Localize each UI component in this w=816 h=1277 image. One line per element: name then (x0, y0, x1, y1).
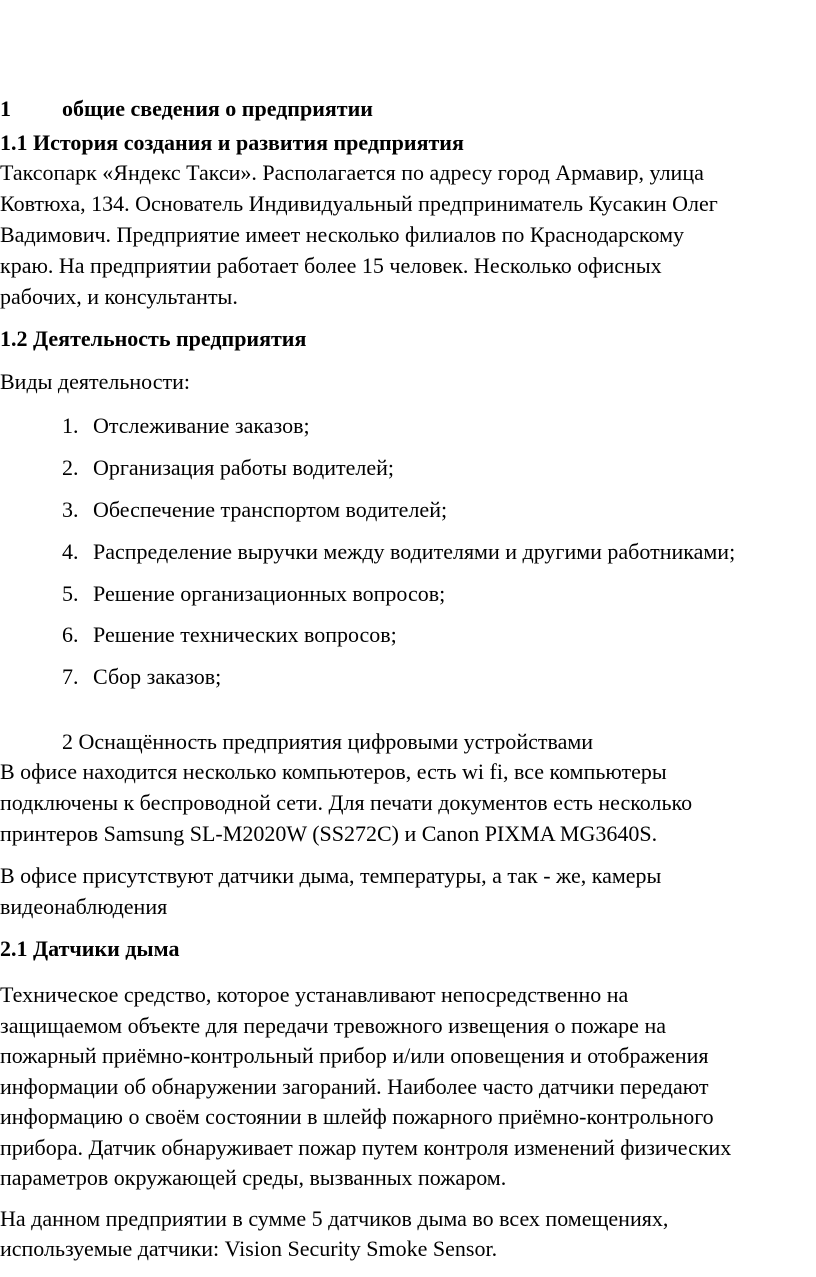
paragraph-line: рабочих, и консультанты. (0, 284, 238, 309)
subsection-2-1-title: 2.1 Датчики дыма (0, 936, 180, 961)
list-item-number: 3. (62, 497, 79, 522)
paragraph-line: подключены к беспроводной сети. Для печати документов есть несколько (0, 790, 693, 815)
activities-intro: Виды деятельности: (0, 369, 190, 394)
paragraph-line: используемые датчики: Vision Security Smoke Sensor. (0, 1236, 498, 1261)
paragraph-line: Таксопарк «Яндекс Такси». Располагается по адресу город Армавир, улица (0, 160, 704, 185)
subsection-1-2-title: 1.2 Деятельность предприятия (0, 326, 307, 351)
paragraph-line: Вадимович. Предприятие имеет несколько филиалов по Краснодарскому (0, 222, 684, 247)
paragraph-line: пожарный приёмно-контрольный прибор и/или оповещения и отображения (0, 1043, 709, 1068)
list-item-number: 1. (62, 413, 79, 438)
list-item-text: Распределение выручки между водителями и другими работниками; (93, 539, 736, 564)
paragraph-line: видеонаблюдения (0, 894, 168, 919)
paragraph-line: На данном предприятии в сумме 5 датчиков дыма во всех помещениях, (0, 1206, 669, 1231)
paragraph-line: параметров окружающей среды, вызванных пожаром. (0, 1165, 507, 1190)
list-item-text: Отслеживание заказов; (93, 413, 310, 438)
subsection-1-1-title: 1.1 История создания и развития предприятия (0, 130, 464, 155)
list-item-text: Решение технических вопросов; (93, 622, 397, 647)
paragraph-line: Ковтюха, 134. Основатель Индивидуальный предприниматель Кусакин Олег (0, 191, 718, 216)
paragraph-line: краю. На предприятии работает более 15 человек. Несколько офисных (0, 253, 662, 278)
paragraph-line: защищаемом объекте для передачи тревожного извещения о пожаре на (0, 1013, 666, 1038)
list-item-number: 5. (62, 581, 79, 606)
paragraph-line: принтеров Samsung SL-M2020W (SS272C) и Canon PIXMA MG3640S. (0, 821, 658, 846)
list-item-number: 2. (62, 455, 79, 480)
paragraph-line: информацию о своём состоянии в шлейф пожарного приёмно-контрольного (0, 1104, 714, 1129)
section-1-number: 1 (0, 96, 11, 121)
list-item-number: 7. (62, 664, 79, 689)
paragraph-line: В офисе находится несколько компьютеров, есть wi fi, все компьютеры (0, 759, 667, 784)
list-item-text: Организация работы водителей; (93, 455, 394, 480)
paragraph-line: информации об обнаружении загораний. Наиболее часто датчики передают (0, 1074, 709, 1099)
list-item-text: Обеспечение транспортом водителей; (93, 497, 448, 522)
list-item-text: Сбор заказов; (93, 664, 222, 689)
paragraph-line: Техническое средство, которое устанавливают непосредственно на (0, 982, 629, 1007)
list-item-text: Решение организационных вопросов; (93, 581, 446, 606)
section-1-title: общие сведения о предприятии (62, 96, 373, 121)
list-item-number: 4. (62, 539, 79, 564)
section-2-heading: 2 Оснащённость предприятия цифровыми устройствами (62, 729, 594, 754)
list-item-number: 6. (62, 622, 79, 647)
paragraph-line: прибора. Датчик обнаруживает пожар путем контроля изменений физических (0, 1135, 732, 1160)
paragraph-line: В офисе присутствуют датчики дыма, температуры, а так - же, камеры (0, 863, 662, 888)
